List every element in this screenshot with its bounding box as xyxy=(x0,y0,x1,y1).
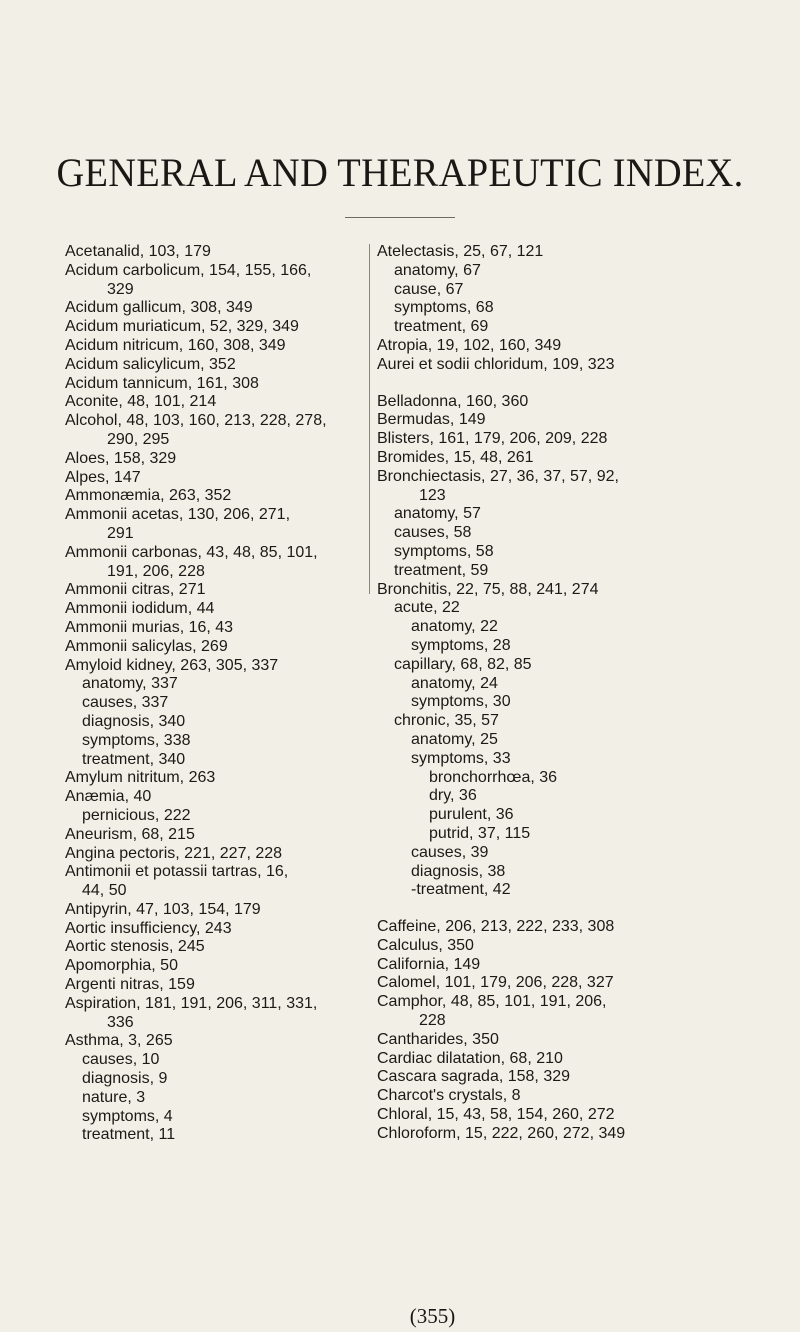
index-entry-continuation: 123 xyxy=(419,486,446,504)
index-subentry: causes, 337 xyxy=(82,694,169,712)
index-entry-continuation: 290, 295 xyxy=(107,430,170,448)
index-entry: Anæmia, 40 xyxy=(65,788,152,806)
index-entry: Aortic insufficiency, 243 xyxy=(65,919,232,937)
index-subentry: acute, 22 xyxy=(394,599,460,617)
index-subentry: symptoms, 58 xyxy=(394,542,494,560)
index-column-left xyxy=(65,243,365,1145)
index-subentry: putrid, 37, 115 xyxy=(429,824,531,842)
index-entry: Acidum gallicum, 308, 349 xyxy=(65,299,253,317)
index-entry-continuation: 191, 206, 228 xyxy=(107,562,205,580)
index-subentry: chronic, 35, 57 xyxy=(394,712,499,730)
index-entry: Argenti nitras, 159 xyxy=(65,976,195,994)
index-subentry: capillary, 68, 82, 85 xyxy=(394,655,532,673)
index-subentry: treatment, 11 xyxy=(82,1126,176,1144)
index-entry: Ammonii salicylas, 269 xyxy=(65,637,228,655)
page-title: GENERAL AND THERAPEUTIC INDEX. xyxy=(56,150,744,195)
index-entry: Acidum carbolicum, 154, 155, 166, xyxy=(65,261,312,279)
index-entry: Cantharides, 350 xyxy=(377,1030,499,1048)
index-subentry: symptoms, 30 xyxy=(411,693,511,711)
index-subentry: bronchorrhœa, 36 xyxy=(429,768,558,786)
index-subentry: anatomy, 22 xyxy=(411,618,498,636)
index-column-right xyxy=(377,243,707,1144)
page-number: (355) xyxy=(409,1304,456,1328)
index-subentry: symptoms, 338 xyxy=(82,731,191,749)
index-entry-continuation: 336 xyxy=(107,1013,134,1031)
index-subentry: symptoms, 28 xyxy=(411,636,511,654)
index-subentry: 44, 50 xyxy=(82,882,127,900)
index-entry: Aortic stenosis, 245 xyxy=(65,938,205,956)
index-entry: Camphor, 48, 85, 101, 191, 206, xyxy=(377,993,607,1011)
index-entry: Aspiration, 181, 191, 206, 311, 331, xyxy=(65,994,318,1012)
index-entry: Acidum tannicum, 161, 308 xyxy=(65,374,259,392)
index-subentry: nature, 3 xyxy=(82,1088,146,1106)
index-entry: Angina pectoris, 221, 227, 228 xyxy=(65,844,283,862)
index-entry: Belladonna, 160, 360 xyxy=(377,392,529,410)
index-subentry: diagnosis, 9 xyxy=(82,1070,168,1088)
index-entry: Asthma, 3, 265 xyxy=(65,1032,173,1050)
index-entry: Bermudas, 149 xyxy=(377,411,486,429)
index-entry: Ammonii iodidum, 44 xyxy=(65,600,215,618)
index-subentry: anatomy, 57 xyxy=(394,505,481,523)
index-subentry: purulent, 36 xyxy=(429,806,514,824)
index-entry: Alpes, 147 xyxy=(65,468,141,486)
index-entry: California, 149 xyxy=(377,955,481,973)
index-subentry: symptoms, 4 xyxy=(82,1107,173,1125)
index-subentry: causes, 58 xyxy=(394,524,472,542)
index-entry: Ammonii citras, 271 xyxy=(65,581,206,599)
index-entry: Caffeine, 206, 213, 222, 233, 308 xyxy=(377,918,615,936)
index-entry: Chloroform, 15, 222, 260, 272, 349 xyxy=(377,1124,626,1142)
index-entry: Blisters, 161, 179, 206, 209, 228 xyxy=(377,430,608,448)
index-subentry: symptoms, 68 xyxy=(394,299,494,317)
index-entry: Atelectasis, 25, 67, 121 xyxy=(377,243,544,260)
index-subentry: cause, 67 xyxy=(394,280,464,298)
index-subentry: treatment, 69 xyxy=(394,318,489,336)
index-entry: Calculus, 350 xyxy=(377,936,474,954)
index-subentry: anatomy, 24 xyxy=(411,674,498,692)
index-entry: Aconite, 48, 101, 214 xyxy=(65,393,217,411)
section-gap xyxy=(377,375,707,393)
index-entry: Cascara sagrada, 158, 329 xyxy=(377,1068,571,1086)
index-entry: Bronchiectasis, 27, 36, 37, 57, 92, xyxy=(377,467,619,485)
index-subentry: diagnosis, 38 xyxy=(411,862,506,880)
index-entry-continuation: 228 xyxy=(419,1012,446,1030)
index-entry: Aneurism, 68, 215 xyxy=(65,825,195,843)
index-entry: Bromides, 15, 48, 261 xyxy=(377,448,534,466)
index-entry: Bronchitis, 22, 75, 88, 241, 274 xyxy=(377,580,599,598)
index-entry: Acetanalid, 103, 179 xyxy=(65,243,211,260)
column-divider xyxy=(369,244,370,594)
index-entry: Atropia, 19, 102, 160, 349 xyxy=(377,336,562,354)
index-subentry: causes, 39 xyxy=(411,843,489,861)
index-subentry: dry, 36 xyxy=(429,787,477,805)
index-entry: Antipyrin, 47, 103, 154, 179 xyxy=(65,900,261,918)
index-subentry: treatment, 340 xyxy=(82,750,186,768)
index-entry: Cardiac dilatation, 68, 210 xyxy=(377,1049,563,1067)
title-rule xyxy=(345,217,455,218)
index-subentry: anatomy, 67 xyxy=(394,261,481,279)
index-subentry: causes, 10 xyxy=(82,1051,160,1069)
index-subentry: pernicious, 222 xyxy=(82,806,191,824)
index-entry: Antimonii et potassii tartras, 16, xyxy=(65,863,289,881)
index-subentry: symptoms, 33 xyxy=(411,749,511,767)
index-entry: Acidum muriaticum, 52, 329, 349 xyxy=(65,318,299,336)
index-entry: Acidum nitricum, 160, 308, 349 xyxy=(65,336,286,354)
index-entry: Aloes, 158, 329 xyxy=(65,449,177,467)
section-gap xyxy=(377,900,707,918)
index-subentry: anatomy, 25 xyxy=(411,730,498,748)
index-subentry: diagnosis, 340 xyxy=(82,712,186,730)
index-entry: Ammonii murias, 16, 43 xyxy=(65,618,234,636)
index-entry: Ammonii acetas, 130, 206, 271, xyxy=(65,506,291,524)
index-entry: Amyloid kidney, 263, 305, 337 xyxy=(65,656,279,674)
index-entry: Calomel, 101, 179, 206, 228, 327 xyxy=(377,974,614,992)
index-subentry: anatomy, 337 xyxy=(82,675,178,693)
index-entry: Ammonii carbonas, 43, 48, 85, 101, xyxy=(65,543,318,561)
index-entry: Amylum nitritum, 263 xyxy=(65,769,216,787)
index-entry: Charcot's crystals, 8 xyxy=(377,1087,521,1105)
index-entry: Aurei et sodii chloridum, 109, 323 xyxy=(377,355,615,373)
index-entry-continuation: 329 xyxy=(107,280,134,298)
index-entry-continuation: 291 xyxy=(107,524,134,542)
index-entry: Acidum salicylicum, 352 xyxy=(65,355,236,373)
index-subentry: -treatment, 42 xyxy=(411,881,511,899)
index-subentry: treatment, 59 xyxy=(394,561,489,579)
index-entry: Apomorphia, 50 xyxy=(65,957,178,975)
index-entry: Alcohol, 48, 103, 160, 213, 228, 278, xyxy=(65,412,327,430)
index-entry: Chloral, 15, 43, 58, 154, 260, 272 xyxy=(377,1106,615,1124)
index-entry: Ammonæmia, 263, 352 xyxy=(65,487,232,505)
